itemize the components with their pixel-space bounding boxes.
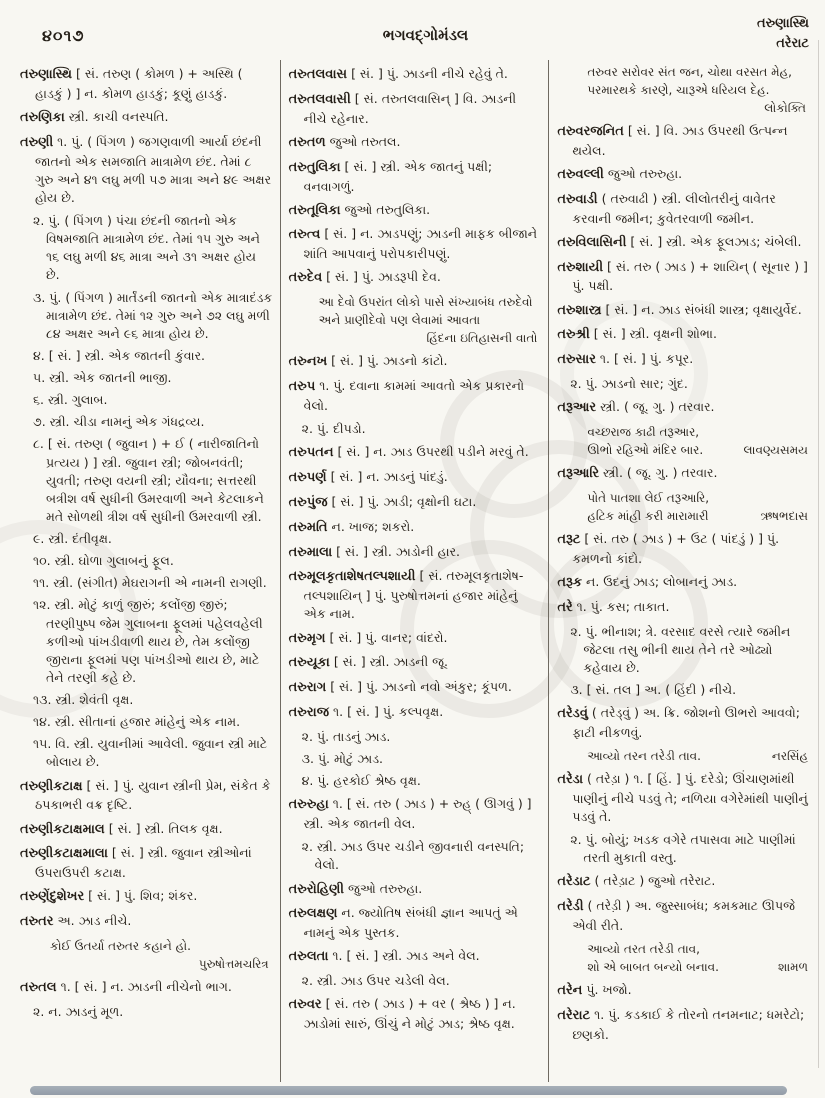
headword: તરુતુલિકા [288,159,341,175]
citation-source: ઋષભદાસ [760,508,809,523]
citation-quote [557,940,810,976]
headword: તરેડી [557,899,584,915]
headword: તરુરુહા [288,797,329,813]
dictionary-entry: તરુરુહા ૧. [ સં. તરુ ( ઝાડ ) + રુહ્ ( ઊગવું ) ] સ્ત્રી. એક જાતની વેલ. [288,796,532,832]
entry-sense: ૧૧. સ્ત્રી. (સંગીત) મેઘરાગની એ નામની રાગણી. [33,575,267,591]
headword: તરેડાટ [557,874,591,890]
entry-sense: ૩. [ સં. તલ ] અ. ( હિંદી ) નીચે. [570,681,737,697]
quote-line: તરુવર સરોવર સંત જન, ચોથા વરસત મેહ, [587,65,792,79]
headword: તરુતલવાસ [288,67,348,82]
dictionary-entry: તરુવરજનિત [ સં. ] વિ. ઝાડ ઉપરથી ઉત્પન્ન થયેલ. [557,123,788,158]
entry-sense: ૨. પું. ( પિંગળ ) પંચા છંદની જાતનો એક વિષમજાતિ માત્રામેળ છંદ. તેમાં ૧૫ ગુરુ અને ૧૬ લઘુ મળી ૪૬ માત્રા અને ૩૧ અક્ષર હોય છે. [33,213,260,283]
headword: તરુણી [20,134,54,150]
dictionary-entry: તરુદેવ [ સં. ] પું. ઝાડરૂપી દેવ. [288,269,441,286]
page-header [42,16,809,64]
headword: તરેડવું [557,706,588,722]
entry-sense: ૪. પું. હરકોઈ શ્રેષ્ઠ વૃક્ષ. [301,773,421,789]
headword: તરુતૂલિકા [288,202,341,218]
dictionary-entry: તરુતલવાસી [ સં. તરુતલવાસિન્ ] વિ. ઝાડની નીચે રહેનાર. [288,90,517,126]
dictionary-entry: તરુણીકટાક્ષ [ સં. ] પું. યુવાન સ્ત્રીની પ્રેમ, સંકેત કે ઠપકાભરી વક્ર દૃષ્ટિ. [20,777,271,813]
headword: તરુવર [288,997,322,1013]
dictionary-entry: તરુરોહિણી જુઓ તરુરુહા. [288,880,423,897]
entry-sense: ૧૩. સ્ત્રી. શેવંતી વૃક્ષ. [33,692,134,708]
headword: તરુપુંજ [288,494,328,510]
dictionary-entry: તરે ૧. પું. કસ; તાકાત. [557,598,670,615]
dictionary-entry: તરુતલ ૧. [ સં. ] ન. ઝાડની નીચેનો ભાગ. [20,979,232,995]
dictionary-column-1 [12,60,280,1082]
dictionary-entry: તરેન પું. ખજો. [557,982,632,999]
dictionary-entry: તરુશ્રી [ સં. ] સ્ત્રી. વૃક્ષની શોભા. [557,326,717,343]
guide-word-top: તરુણાસ્થિ [756,16,809,31]
dictionary-entry: તરુણિકા સ્ત્રી. કાચી વનસ્પતિ. [20,108,169,125]
dictionary-entry: તરેડી ( તરેડ઼ી ) અ. જુસ્સાબંધ; કમકમાટ ઊપજે એવી રીતે. [557,898,795,934]
dictionary-entry: તરુમૂલકૃતાશેષતલ્પશાયી [ સં. તરુમૂલકૃતાશેષ-તલ્પશાયિન્ ] પું. પુરુષોત્તમનાં હજાર માંહેનું એક નામ. [288,568,524,622]
dictionary-entry: તરુણાસ્થિ [ સં. તરુણ ( કોમળ ) + અસ્થિ ( હાડકું ) ] ન. કોમળ હાડકું; કૂણું હાડકું. [20,66,243,101]
entry-sense: ૫. સ્ત્રી. એક જાતની ભાજી. [33,370,172,386]
entry-sense: ૭. સ્ત્રી. ચીડા નામનું એક ગંધદ્રવ્ય. [33,414,205,430]
headword: તરુશાસ્ત્ર [557,302,602,318]
headword: તરુનખ [288,354,328,370]
dictionary-entry: તરુતળ જુઓ તરુતલ. [288,133,401,150]
dictionary-entry: તરૂક ન. ઉદનું ઝાડ; લોબાનનું ઝાડ. [557,573,738,590]
entry-sense: ૨. પું. ભીનાશ; ત્રે. વરસાદ વરસે ત્યારે જમીન જેટલા તસુ ભીની થાય તેને તરે ઓઢ્યો કહેવાય છે. [570,623,791,675]
entry-sense: ૯. સ્ત્રી. દંતીવૃક્ષ. [33,531,112,547]
quote-line: શો એ બાબત બન્યો બનાવ. શામળ [587,960,809,975]
citation-quote [557,63,810,117]
dictionary-entry: તરુતર અ. ઝાડ નીચે. [20,913,132,930]
headword: તરુમૃગ [288,630,326,646]
quote-line: આવ્યો તરન તરેડી તાવ. નરસિંહ [587,749,809,764]
dictionary-entry: તરુવલ્લી જુઓ તરુરુહા. [557,165,683,182]
dictionary-entry: તરુપ ૧. પું. દવાના કામમાં આવતો એક પ્રકારનો વેલો. [288,378,525,413]
dictionary-entry: તરુયૂકા [ સં. ] સ્ત્રી. ઝાડની જૂ. [288,654,448,671]
headword: તરુણીકટાક્ષમાલ [20,821,105,837]
dictionary-entry: તરુશાયી [ સં. તરુ ( ઝાડ ) + શાયિન્ ( સૂનાર ) ] પું. પક્ષી. [557,258,808,294]
headword: તરુપતન [288,445,334,461]
dictionary-entry: તરેડાટ ( તરેડ઼ાટ ) જુઓ તરેરાટ. [557,873,716,890]
citation-quote [289,293,542,347]
dictionary-entry: તરૂટ [ સં. તરુ ( ઝાડ ) + ઉટ ( પાંદડું ) ] પું. કમળનો કાંદો. [557,530,780,566]
dictionary-entry: તરુમાલા [ સં. ] સ્ત્રી. ઝાડોની હાર. [288,543,461,560]
citation-source: લાવણ્યસમય [743,443,809,458]
headword: તરુમાલા [288,544,333,560]
headword: તરેડા [557,772,584,788]
headword: તરુદેવ [288,270,323,286]
entry-sense: ૨. ન. ઝાડનું મૂળ. [33,1003,124,1019]
headword: તરૂટ [557,531,581,547]
entry-sense: ૩. પું. ( પિંગળ ) માર્તંડની જાતનો એક માત્રાદંડક માત્રામેળ છંદ. તેમાં ૧૨ ગુરુ અને ૭૨ લઘુ મળી ૮૪ અક્ષર અને ૯૬ માત્રા હોય છે. [33,289,273,341]
entry-sense: ૮. [ સં. તરુણ ( જુવાન ) + ઈ ( નારીજાતિનો પ્રત્યય ) ] સ્ત્રી. જુવાન સ્ત્રી; જોબનવંતી; યુવતી; તરુણ વયની સ્ત્રી; યૌવના; સત્તરથી બત્રીશ વર્ષ સુધીની ઉમરવાળી અને કેટલાકને મતે સોળથી ત્રીશ વર્ષ સુધીની ઉમરવાળી સ્ત્રી. [33,436,264,524]
citation-source: લોકોક્તિ [764,101,807,115]
headword: તરુસાર [557,352,596,368]
headword: તરુતર [20,914,54,930]
page-number: ૪૦૧૭ [42,26,85,45]
dictionary-entry: તરુણી ૧. પું. ( પિંગળ ) જગણવાળી આર્યા છંદની જાતનો એક સમજાતિ માત્રામેળ છંદ. તેમાં ૮ ગુરુ અને ૪૧ લઘુ મળી ૫૭ માત્રા અને ૪૯ અક્ષર હોય છે. [20,133,272,205]
headword: તરુયૂકા [288,655,330,671]
dictionary-entry: તરુવાડી ( તરુવાઢી ) સ્ત્રી. લીલોતરીનું વાવેતર કરવાની જમીન; કુવેતરવાળી જમીન. [557,190,776,226]
entry-sense: ૨. પું. તાડનું ઝાડ. [301,728,391,744]
citation-quote [557,423,810,459]
dictionary-entry: તરુણેંદુશેખર [ સં. ] પું. શિવ; શંકર. [20,888,198,905]
book-title: ભગવદ્ગોમંડલ [382,26,469,44]
dictionary-entry: તરુલક્ષણ ન. જ્યોતિષ સંબંધી જ્ઞાન આપતું એ નામનું એક પુસ્તક. [288,905,518,941]
headword: તરેન [557,983,583,999]
headword: તરુતલ [20,980,57,995]
headword: તરુલક્ષણ [288,906,338,922]
headword: તરૂક [557,574,583,590]
headword: તરુપર્ણ [288,470,327,486]
entry-sense: ૨. પું. દીપડો. [301,421,366,437]
dictionary-entry: તરુમૃગ [ સં. ] પું. વાનર; વાંદરો. [288,629,448,646]
headword: તરુણીકટાક્ષ [20,778,83,794]
quote-line: હટિક માંહી કરી મારામારી ઋષભદાસ [587,508,809,523]
headword: તરુવાડી [557,191,598,207]
headword: તરુવલ્લી [557,166,604,182]
dictionary-column-2 [280,60,549,1082]
dictionary-column-3 [548,60,817,1082]
dictionary-entry: તરેડા ( તરેડ઼ા ) ૧. [ હિં. ] પું. દરેડો; ઊંચાણમાંથી પાણીનું નીચે પડવું તે; નળિયા વગેરેમાંથી પાણીનું પડવું તે. [557,771,808,825]
headword: તરુણીકટાક્ષમાલા [20,846,108,862]
headword: તરુરાગ [288,680,327,696]
entry-sense: ૩. પું. મોટું ઝાડ. [301,751,384,767]
dictionary-entry: તરુતલવાસ [ સં. ] પું. ઝાડની નીચે રહેવું તે. [288,66,508,82]
dictionary-entry: તરેરાટ ૧. પું. કડકાઈ કે તોરનો તનમનાટ; ધમરેટો; છણકો. [557,1007,805,1042]
headword: તરુતળ [288,134,326,150]
headword: તરુણેંદુશેખર [20,889,85,905]
dictionary-entry: તરુપર્ણ [ સં. ] ન. ઝાડનું પાંદડું. [288,469,448,486]
quote-line: વચ્છરાજ કાઢી તરૂઆર, [587,425,700,440]
citation-source: હિંદના ઇતિહાસની વાતો [426,331,538,346]
citation-source: પુરુષોત્તમચરિત્ર [198,957,269,971]
entry-sense: ૧૨. સ્ત્રી. મોટું કાળું જીરું; કલોંજી જીરું; તરણીપુષ્પ જેમ ગુલાબના ફૂલમાં પહેલવહેલી કળીઓ પાંખડીવાળી થાય છે, તેમ કલોંજી જીરાના ફૂલમાં પણ પાંખડીઓ થાય છે, માટે તેને તરણી કહે છે. [33,597,263,685]
dictionary-entry: તરુસાર ૧. [ સં. ] પું. કપૂર. [557,351,694,368]
text-columns [12,60,817,1082]
dictionary-entry: તરુણીકટાક્ષમાલા [ સં. ] સ્ત્રી. જુવાન સ્ત્રીઓનાં ઉપરાઉપરી કટાક્ષ. [20,845,252,881]
entry-sense: ૧૪. સ્ત્રી. સીતાનાં હજાર માંહેનું એક નામ. [33,714,241,730]
dictionary-entry: તરુપતન [ સં. ] ન. ઝાડ ઉપરથી પડીને મરવું તે. [288,444,529,461]
entry-sense: ૧૫. વિ. સ્ત્રી. યુવાનીમાં આવેલી. જુવાન સ્ત્રી માટે બોલાય છે. [33,736,268,770]
dictionary-entry: તરુલતા ૧. [ સં. ] સ્ત્રી. ઝાડ અને વેલ. [288,948,480,965]
scan-page-edge [818,40,819,1068]
entry-sense: ૧૦. સ્ત્રી. ઘોળા ગુલાબનું ફૂલ. [33,553,174,569]
dictionary-entry: તરુપુંજ [ સં. ] પું. ઝાડી; વૃક્ષોની ઘટા. [288,493,477,510]
quote-line: આ દેવો ઉપરાંત લોકો પાસે સંખ્યાબંધ તરુદેવો [318,295,533,310]
dictionary-entry: તરુત્વ [ સં. ] ન. ઝાડપણું; ઝાડની માફક બીજાને શાંતિ આપવાનું પરોપકારીપણું. [288,226,538,262]
headword: તરુવિલાસિની [557,234,627,250]
dictionary-entry: તરુરાગ [ સં. ] પું. ઝાડનો નવો અંકુર; કૂંપળ. [288,679,512,696]
headword: તરૂઆરિ [557,466,600,482]
dictionary-entry: તરૂઆરિ સ્ત્રી. ( જૂ. ગુ. ) તરવાર. [557,465,718,482]
citation-source: શામળ [777,960,809,975]
dictionary-entry: તરુવિલાસિની [ સં. ] સ્ત્રી. એક ફૂલઝાડ; ચંબેલી. [557,233,802,250]
dictionary-entry: તરુતુલિકા [ સં. ] સ્ત્રી. એક જાતનું પક્ષી; વનવાગળું. [288,158,493,194]
entry-sense: ૨. સ્ત્રી. ઝાડ ઉપર ચડેલી વેલ. [301,973,450,989]
headword: તરુરોહિણી [288,881,345,897]
headword: તરુત્વ [288,227,321,243]
citation-quote [20,937,273,973]
citation-quote [557,747,810,765]
dictionary-entry: તરુનખ [ સં. ] પું. ઝાડનો કાંટો. [288,353,448,370]
dictionary-entry: તરુવર [ સં. તરુ ( ઝાડ ) + વર ( શ્રેષ્ઠ ) ] ન. ઝાડોમાં સારું, ઊંચું ને મોટું ઝાડ; શ્રેષ્ઠ વૃક્ષ. [288,996,516,1032]
dictionary-entry: તરુણીકટાક્ષમાલ [ સં. ] સ્ત્રી. તિલક વૃક્ષ. [20,820,223,837]
headword: તરુરાજ [288,705,330,721]
headword: તરુપ [288,379,316,395]
entry-sense: ૨. સ્ત્રી. ઝાડ ઉપર ચડીને જીવનારી વનસ્પતિ; વેલો. [301,839,525,873]
headword: તરુવરજનિત [557,124,624,139]
guide-word-bottom: તરેરાટ [776,36,809,52]
dictionary-entry: તરુશાસ્ત્ર [ સં. ] ન. ઝાડ સંબંધી શાસ્ત્ર; વૃક્ષાયુર્વેદ. [557,301,802,318]
headword: તરુણાસ્થિ [20,67,73,82]
dictionary-entry: તરુતૂલિકા જુઓ તરુતુલિકા. [288,201,431,218]
headword: તરુતલવાસી [288,91,351,107]
headword: તરૂઆર [557,400,597,416]
quote-line: અને પ્રાણીદેવો પણ લેવામાં આવતા [318,313,481,328]
dictionary-entry: તરેડવું ( તરેડ્વું ) અ. ક્રિ. જોશનો ઊભરો આવવો; ફાટી નીકળવું. [557,705,800,740]
headword: તરુણિકા [20,109,65,125]
headword: તરે [557,599,573,615]
quote-line: પોતે પાતશા લેઈ તરૂઆરિ, [587,490,710,505]
scan-artifact-bar [30,1086,787,1095]
entry-sense: ૨. પું. બોયું; ખડક વગેરે તપાસવા માટે પાણીમાં તરતી મુકાતી વસ્તુ. [570,832,796,866]
quote-line: કોઈ ઉતર્યા તરુતર કહાને હો. [50,939,191,953]
headword: તરુમૂલકૃતાશેષતલ્પશાયી [288,569,416,585]
citation-source: નરસિંહ [771,749,809,764]
headword: તરુશ્રી [557,327,590,343]
entry-sense: ૪. [ સં. ] સ્ત્રી. એક જાતની કુંવાર. [33,347,205,363]
headword: તરુલતા [288,949,329,965]
headword: તરુશાયી [557,259,604,275]
quote-line: આવ્યો તરત તરેડી તાવ, [587,942,700,957]
headword: તરેરાટ [557,1008,591,1024]
quote-line: પરમારથકે કારણે, ચારૂએ ધરિયલ દેહ. [587,83,770,97]
dictionary-entry: તરુરાજ ૧. [ સં. ] પું. કલ્પવૃક્ષ. [288,704,444,721]
citation-quote [557,489,810,525]
headword: તરુમતિ [288,519,328,535]
entry-sense: ૨. પું. ઝાડનો સાર; ગુંદ. [570,376,688,392]
guide-words [757,14,809,54]
quote-line: ઊભો રહિઓ મંદિર બાર. લાવણ્યસમય [587,443,809,458]
dictionary-entry: તરૂઆર સ્ત્રી. ( જૂ. ગુ. ) તરવાર. [557,399,715,416]
dictionary-entry: તરુમતિ ન. ખાજ; શકરો. [288,518,415,535]
entry-sense: ૬. સ્ત્રી. ગુલાબ. [33,392,108,408]
